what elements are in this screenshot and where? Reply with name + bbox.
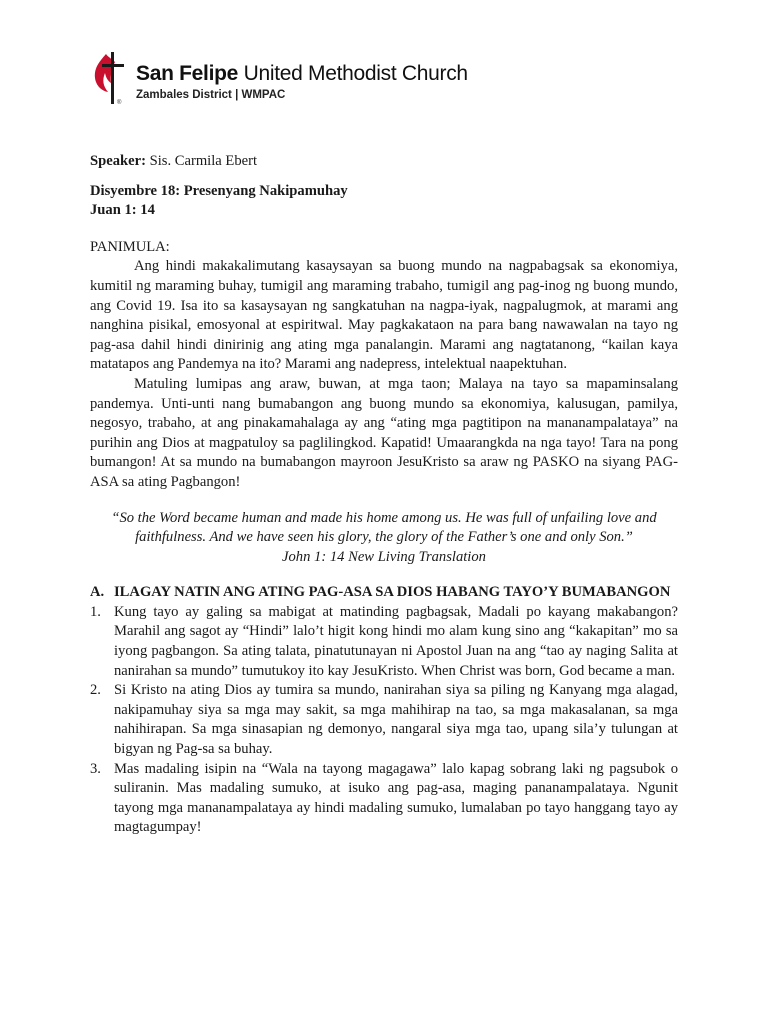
list-item-text: Mas madaling isipin na “Wala na tayong magagawa” lalo kapag sobrang laki ng pagsubok o suliranin. Mas madaling sumuko, at isuko ang pag-asa, maging pananampalataya. Ngunit tayong mga mananampalataya ay hindi madaling sumuko, lumalaban po tayo hanggang tayo ay magtagumpay! <box>114 760 678 836</box>
intro-label: PANIMULA: <box>90 238 170 255</box>
scripture-quote: “So the Word became human and made his home among us. He was full of unfailing love and faithfulness. And we have seen his glory, the glory of the Father’s one and only Son.” <box>111 509 657 546</box>
list-item-number: 3. <box>90 760 101 777</box>
district-label: Zambales District | WMPAC <box>136 89 286 101</box>
list-item <box>90 760 678 838</box>
list-item-text: Kung tayo ay galing sa mabigat at matinding pagbagsak, Madali po kayang makabangon? Marahil ang sagot ay “Hindi” lalo’t higit kong hindi mo alam kung sino ang “kakapitan” mo sa iyong pagbangon. Sa ating talata, pinatutunayan ni Apostol Juan na ang “tao ay naging Salita at nanirahan sa mundo” tumutukoy ito kay JesuKristo. When Christ was born, God became a man. <box>114 603 678 679</box>
sermon-title: Disyembre 18: Presenyang Nakipamuhay <box>90 182 348 199</box>
speaker-label: Speaker: <box>90 153 146 169</box>
intro-paragraph: Ang hindi makakalimutang kasaysayan sa buong mundo na nagpabagsak sa ekonomiya, kumitil ng maraming buhay, tumigil ang maraming trabaho, tumigil ang pag-inog ng buong mundo, ang Covid 19. Isa ito sa kasaysayan ng sangkatuhan na nagpa-iyak, nagpalugmok, at marami ang nanghina pisikal, emosyonal at espiritwal. May pagkakataon na para bang nawawalan na tayo ng pag-asa dahil hindi dinirinig ang ating mga panalangin. Marami ang nagtatanong, “kailan kaya matatapos ang Pandemya na ito? Marami ang nadepress, intelektual naapektuhan. <box>90 258 678 373</box>
intro-paragraph: Matuling lumipas ang araw, buwan, at mga taon; Malaya na tayo sa mapaminsalang pandemya. Unti-unti nang bumabangon ang buong mundo sa ekonomiya, kalusugan, pamilya, negosyo, trabaho, at ang pinakamahalaga ay ang “ating mga pagtitipon na mananampalataya” na purihin ang Dios at magpatuloy sa paglilingkod. Kapatid! Umaarangkda na nga tayo! Tara na pong bumangon! At sa mundo na bumabangon mayroon JesuKristo sa araw ng PASKO na siyang PAG-ASA sa ating Pagbangon! <box>90 375 678 490</box>
points-list <box>90 603 678 838</box>
church-name-rest: United Methodist Church <box>243 62 468 85</box>
sermon-verse: Juan 1: 14 <box>90 202 155 219</box>
document-body <box>90 152 678 838</box>
speaker-line <box>90 152 678 172</box>
speaker-name: Sis. Carmila Ebert <box>149 153 258 169</box>
list-item <box>90 603 678 681</box>
section-letter: A. <box>90 584 105 601</box>
letterhead <box>90 48 490 108</box>
scripture-reference: John 1: 14 New Living Translation <box>282 548 486 565</box>
list-item-number: 1. <box>90 603 101 620</box>
church-name-bold: San Felipe <box>136 62 239 85</box>
list-item-text: Si Kristo na ating Dios ay tumira sa mundo, nanirahan siya sa piling ng Kanyang mga alagad, nakipamuhay siya sa mga may sakit, sa mga mahihirap na tao, sa mga makasalanan, sa mga nahihirapan. Sa mga sinasapian ng demonyo, nangaral siya mga tao, upang sila’y tulungan at bigyan ng Pag-sa sa buhay. <box>114 682 678 758</box>
church-name <box>136 62 468 86</box>
cross-and-flame-icon <box>90 48 130 106</box>
list-item-number: 2. <box>90 682 101 699</box>
section-heading-text: ILAGAY NATIN ANG ATING PAG-ASA SA DIOS HABANG TAYO’Y BUMABANGON <box>114 584 671 601</box>
list-item <box>90 681 678 759</box>
svg-text:®: ® <box>117 100 122 106</box>
section-heading <box>90 583 678 603</box>
